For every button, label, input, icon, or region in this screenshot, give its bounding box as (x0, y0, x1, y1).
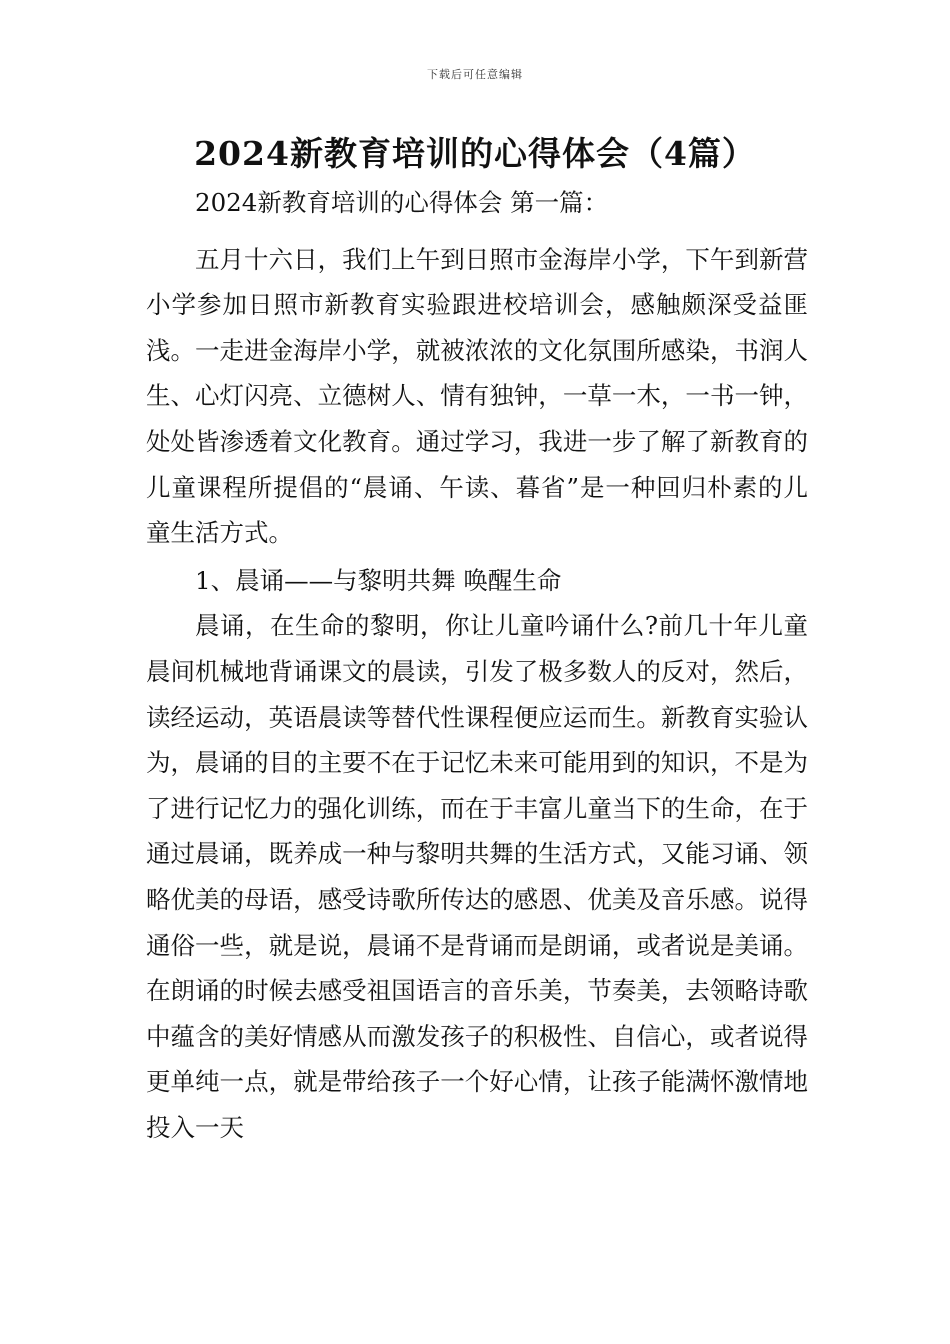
section-heading: 1、晨诵——与黎明共舞 唤醒生命 (195, 565, 562, 595)
subheading: 2024新教育培训的心得体会 第一篇： (195, 188, 609, 217)
document-title: 2024新教育培训的心得体会（4篇） (194, 134, 756, 173)
document-body (146, 178, 808, 1150)
header-note: 下载后可任意编辑 (427, 68, 523, 81)
paragraph: 晨诵，在生命的黎明，你让儿童吟诵什么?前几十年儿童晨间机械地背诵课文的晨读，引发了极多数人的反对，然后，读经运动，英语晨读等替代性课程便应运而生。新教育实验认为，晨诵的目的主要不在于记忆未来可能用到的知识，不是为了进行记忆力的强化训练，而在于丰富儿童当下的生命，在于通过晨诵，既养成一种与黎明共舞的生活方式，又能习诵、领略优美的母语，感受诗歌所传达的感恩、优美及音乐感。说得通俗一些，就是说，晨诵不是背诵而是朗诵，或者说是美诵。在朗诵的时候去感受祖国语言的音乐美，节奏美，去领略诗歌中蕴含的美好情感从而激发孩子的积极性、自信心，或者说得更单纯一点，就是带给孩子一个好心情，让孩子能满怀激情地投入一天 (146, 611, 808, 1142)
paragraph: 五月十六日，我们上午到日照市金海岸小学，下午到新营小学参加日照市新教育实验跟进校培训会，感触颇深受益匪浅。一走进金海岸小学，就被浓浓的文化氛围所感染，书润人生、心灯闪亮、立德树人、情有独钟，一草一木，一书一钟，处处皆渗透着文化教育。通过学习，我进一步了解了新教育的儿童课程所提倡的“晨诵、午读、暮省”是一种回归朴素的儿童生活方式。 (146, 244, 808, 548)
